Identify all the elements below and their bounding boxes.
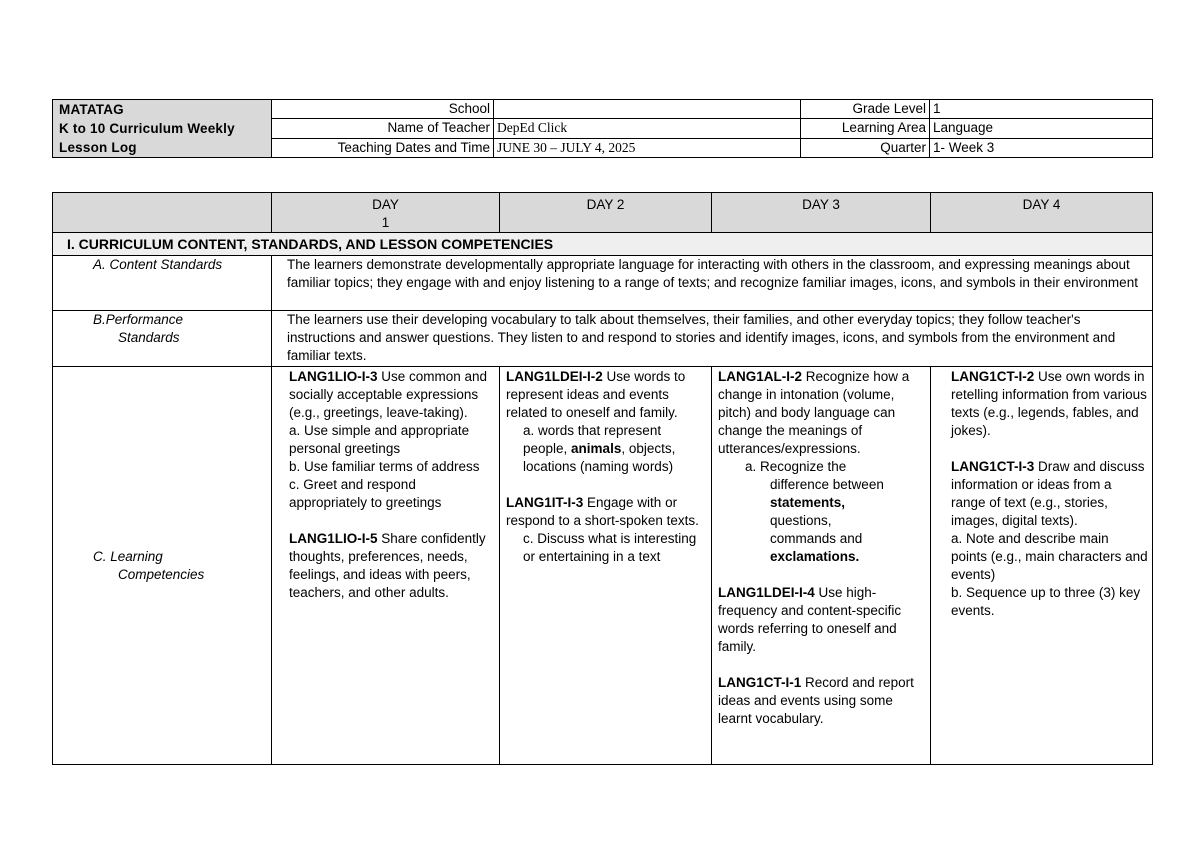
day-3-header: DAY 3 <box>712 193 931 233</box>
sub-competency: a. Use simple and appropriate personal greetings <box>289 423 470 456</box>
brand-title: MATATAG <box>59 102 124 117</box>
competency-code: LANG1CT-I-1 <box>718 675 802 690</box>
school-value <box>494 100 801 119</box>
competency-code: LANG1LIO-I-5 <box>289 531 378 546</box>
teacher-label: Name of Teacher <box>272 119 494 138</box>
learning-competencies-label <box>53 367 272 765</box>
competency-text: Record and report ideas and events using some learnt vocabulary. <box>718 675 914 726</box>
content-standards-label: A. Content Standards <box>53 256 272 311</box>
sub-competency: c. Discuss what is interesting or entertaining in a text <box>523 531 697 564</box>
performance-standards-label-line1: B.Performance <box>93 312 184 327</box>
day-header-row <box>53 193 1153 233</box>
brand-doc-type: Lesson Log <box>59 140 137 155</box>
performance-standards-label <box>53 311 272 367</box>
day-1-number: 1 <box>381 215 390 230</box>
competency-code: LANG1LDEI-I-4 <box>718 585 815 600</box>
sub-competency: c. Greet and respond appropriately to greetings <box>289 477 442 510</box>
content-standards-text: The learners demonstrate developmentally appropriate language for interacting with others in the classroom, and expressing meanings about familiar topics; they engage with and enjoy listening to a range of texts; and recognize familiar images, icons, and symbols in their environment <box>272 256 1153 311</box>
competency-text: Share confidently thoughts, preferences, needs, feelings, and ideas with peers, teachers, and other adults. <box>289 531 486 600</box>
day-1-header <box>272 193 500 233</box>
day-2-competencies <box>500 367 712 765</box>
performance-standards-label-line2: Standards <box>118 330 180 345</box>
sub-competency: b. Sequence up to three (3) key events. <box>951 585 1141 618</box>
learning-area-value: Language <box>930 119 1153 138</box>
day-3-competencies: LANG1AL-I-2 Recognize how a change in intonation (volume, pitch) and body language can change the meanings of utterances/expressions. a. Recognize the difference between statements, questions, commands and exclamations. LANG1LDEI-I-4 Use high-frequency and content-specific words referring to oneself and family. LANG1CT-I-1 Record and report ideas and events using some learnt vocabulary. <box>712 367 931 765</box>
competency-text: Recognize how a change in intonation (volume, pitch) and body language can change the meanings of utterances/expressions. <box>718 369 910 456</box>
competency-code: LANG1LDEI-I-2 <box>506 369 603 384</box>
day-1-competencies <box>272 367 500 765</box>
performance-standards-text: The learners use their developing vocabulary to talk about themselves, their families, and other everyday topics; they follow teacher's instructions and answer questions. They listen to and respond to stories and identify images, icons, and symbols from the environment and familiar texts. <box>272 311 1153 367</box>
competency-text: Engage with or respond to a short-spoken texts. <box>506 495 699 528</box>
learning-area-label: Learning Area <box>801 119 930 138</box>
competency-code: LANG1AL-I-2 <box>718 369 802 384</box>
lesson-log-table <box>52 192 1153 765</box>
competency-code: LANG1LIO-I-3 <box>289 369 378 384</box>
school-label: School <box>272 100 494 119</box>
day-4-competencies <box>931 367 1153 765</box>
grade-level-label: Grade Level <box>801 100 930 119</box>
competency-code: LANG1CT-I-2 <box>951 369 1035 384</box>
quarter-label: Quarter <box>801 138 930 157</box>
sub-competency: a. Recognize the <box>745 459 847 474</box>
competency-text: Draw and discuss information or ideas from a range of text (e.g., stories, images, digital texts). <box>951 459 1145 528</box>
competency-text: Use own words in retelling information from various texts (e.g., legends, fables, and jokes). <box>951 369 1147 438</box>
lesson-log-header <box>52 99 1153 158</box>
day-1-label: DAY <box>372 197 399 212</box>
day-2-header: DAY 2 <box>500 193 712 233</box>
sub-competency: a. Note and describe main points (e.g., main characters and events) <box>951 531 1148 582</box>
quarter-value: 1- Week 3 <box>930 138 1153 157</box>
teaching-dates-label: Teaching Dates and Time <box>272 138 494 157</box>
teacher-value: DepEd Click <box>494 119 801 138</box>
corner-cell <box>53 193 272 233</box>
learning-competencies-label-line1: C. Learning <box>93 548 163 564</box>
day-4-header: DAY 4 <box>931 193 1153 233</box>
section-heading: I. CURRICULUM CONTENT, STANDARDS, AND LESSON COMPETENCIES <box>53 233 1153 256</box>
brand-subtitle: K to 10 Curriculum Weekly <box>59 121 235 136</box>
sub-competency: a. words that represent people, animals, objects, locations (naming words) <box>523 423 676 474</box>
competency-text: Use words to represent ideas and events related to oneself and family. <box>506 369 686 420</box>
sub-competency: b. Use familiar terms of address <box>289 459 480 474</box>
learning-competencies-label-line2: Competencies <box>118 566 205 582</box>
grade-level-value: 1 <box>930 100 1153 119</box>
competency-code: LANG1IT-I-3 <box>506 495 584 510</box>
competency-text: Use common and socially acceptable expressions (e.g., greetings, leave-taking). <box>289 369 488 420</box>
competency-text: Use high-frequency and content-specific words referring to oneself and family. <box>718 585 902 654</box>
brand-cell <box>53 100 272 158</box>
competency-code: LANG1CT-I-3 <box>951 459 1035 474</box>
teaching-dates-value: JUNE 30 – JULY 4, 2025 <box>494 138 801 157</box>
